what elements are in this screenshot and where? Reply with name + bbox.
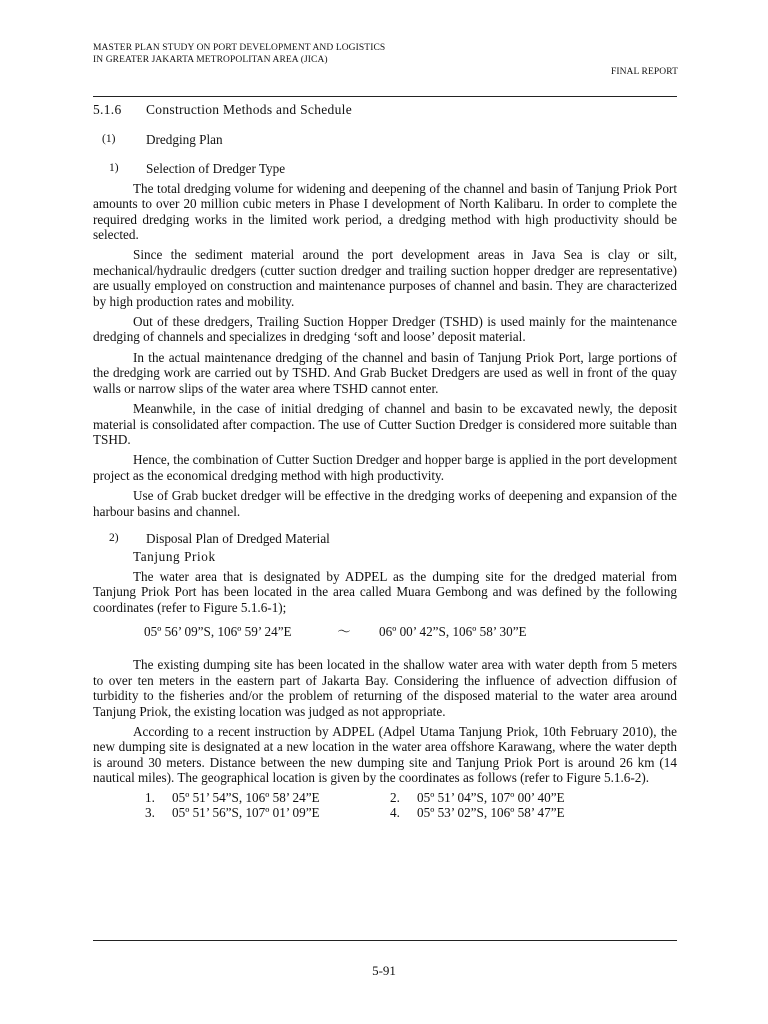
coordinate-value: 05º 51’ 56”S, 107º 01’ 09”E xyxy=(172,805,320,821)
document-body xyxy=(93,102,677,820)
range-separator: ～ xyxy=(337,623,351,639)
header-title-line-1: MASTER PLAN STUDY ON PORT DEVELOPMENT AND LOGISTICS xyxy=(93,43,386,53)
page-number: 5-91 xyxy=(372,963,396,978)
item-heading-disposal-plan xyxy=(93,531,677,546)
item-heading-dredger-type xyxy=(93,161,677,176)
subsection-number: (1) xyxy=(102,133,116,145)
coordinate-item xyxy=(145,790,390,805)
coordinate-value: 05º 51’ 04”S, 107º 00’ 40”E xyxy=(417,789,565,805)
paragraph: Hence, the combination of Cutter Suction Dredger and hopper barge is applied in the port development project as the economical dredging method with high productivity. xyxy=(93,452,677,483)
paragraph: According to a recent instruction by ADPEL (Adpel Utama Tanjung Priok, 10th February 2010), the new dumping site is designated at a new location in the water area offshore Karawang, where the water depth is around 30 meters. Distance between the new dumping site and Tanjung Priok Port is around 26 km (14 nautical miles). The geographical location is given by the coordinates as follows (refer to Figure 5.1.6-2). xyxy=(93,724,677,786)
coordinate-value: 05º 53’ 02”S, 106º 58’ 47”E xyxy=(417,805,565,821)
section-title: Construction Methods and Schedule xyxy=(146,102,352,117)
coordinate-range xyxy=(93,624,677,639)
coordinate-item xyxy=(145,805,390,820)
coordinate-to: 06º 00’ 42”S, 106º 58’ 30”E xyxy=(379,623,527,639)
coordinate-item xyxy=(390,805,650,820)
header-title-line-2: IN GREATER JAKARTA METROPOLITAN AREA (JICA) xyxy=(93,55,328,65)
item-title: Selection of Dredger Type xyxy=(146,161,286,177)
paragraph: The existing dumping site has been located in the shallow water area with water depth from 5 meters to over ten meters in the eastern part of Jakarta Bay. Considering the influence of advection diffusion of turbidity to the fisheries and/or the problem of returning of the disposed material to the water area around Tanjung Priok, the existing location was judged as not appropriate. xyxy=(93,657,677,719)
coordinate-index: 1. xyxy=(145,789,155,805)
running-header xyxy=(93,42,678,77)
paragraph: Use of Grab bucket dredger will be effective in the dredging works of deepening and expansion of the harbour basins and channel. xyxy=(93,488,677,519)
item-number: 2) xyxy=(109,531,119,544)
coordinate-item xyxy=(390,790,650,805)
item-number: 1) xyxy=(109,162,119,175)
section-number: 5.1.6 xyxy=(93,102,122,117)
coordinate-index: 2. xyxy=(390,789,400,805)
item-title: Disposal Plan of Dredged Material xyxy=(146,530,330,546)
coordinate-index: 3. xyxy=(145,805,155,821)
coordinate-index: 4. xyxy=(390,805,400,821)
place-heading: Tanjung Priok xyxy=(133,549,216,565)
paragraph: The total dredging volume for widening and deepening of the channel and basin of Tanjung Priok Port amounts to over 20 million cubic meters in Phase I development of North Kalibaru. In order to complete the required dredging works in the limited work period, a dredging method with high productivity should be selected. xyxy=(93,180,677,243)
subsection-heading-dredging-plan xyxy=(93,132,677,147)
coordinate-value: 05º 51’ 54”S, 106º 58’ 24”E xyxy=(172,789,320,805)
paragraph: The water area that is designated by ADPEL as the dumping site for the dredged material from Tanjung Priok Port has been located in the area called Muara Gembong and was defined by the following coordinates (refer to Figure 5.1.6-1); xyxy=(93,568,677,615)
section-heading xyxy=(93,102,677,118)
paragraph: Since the sediment material around the port development areas in Java Sea is clay or silt, mechanical/hydraulic dredgers (cutter suction dredger and trailing suction hopper dredger are representative) are usually employed on construction and maintenance purposes of channel and basin. They are characterized by high production rates and mobility. xyxy=(93,247,677,309)
paragraph: In the actual maintenance dredging of the channel and basin of Tanjung Priok Port, large portions of the dredging work are carried out by TSHD. And Grab Bucket Dredgers are used as well in front of the quay walls or narrow slips of the water area where TSHD cannot enter. xyxy=(93,349,677,396)
coordinate-from: 05º 56’ 09”S, 106º 59’ 24”E xyxy=(144,623,292,639)
footer-rule xyxy=(93,940,677,941)
header-report-type: FINAL REPORT xyxy=(610,67,678,77)
subsection-title: Dredging Plan xyxy=(146,132,223,147)
coordinate-list xyxy=(93,790,677,821)
header-rule xyxy=(93,96,677,97)
paragraph: Meanwhile, in the case of initial dredging of channel and basin to be excavated newly, the deposit material is consolidated after compaction. The use of Cutter Suction Dredger is considered more suitable than TSHD. xyxy=(93,401,677,447)
paragraph: Out of these dredgers, Trailing Suction Hopper Dredger (TSHD) is used mainly for the maintenance dredging of channels and specializes in dredging ‘soft and loose’ deposit material. xyxy=(93,314,677,345)
